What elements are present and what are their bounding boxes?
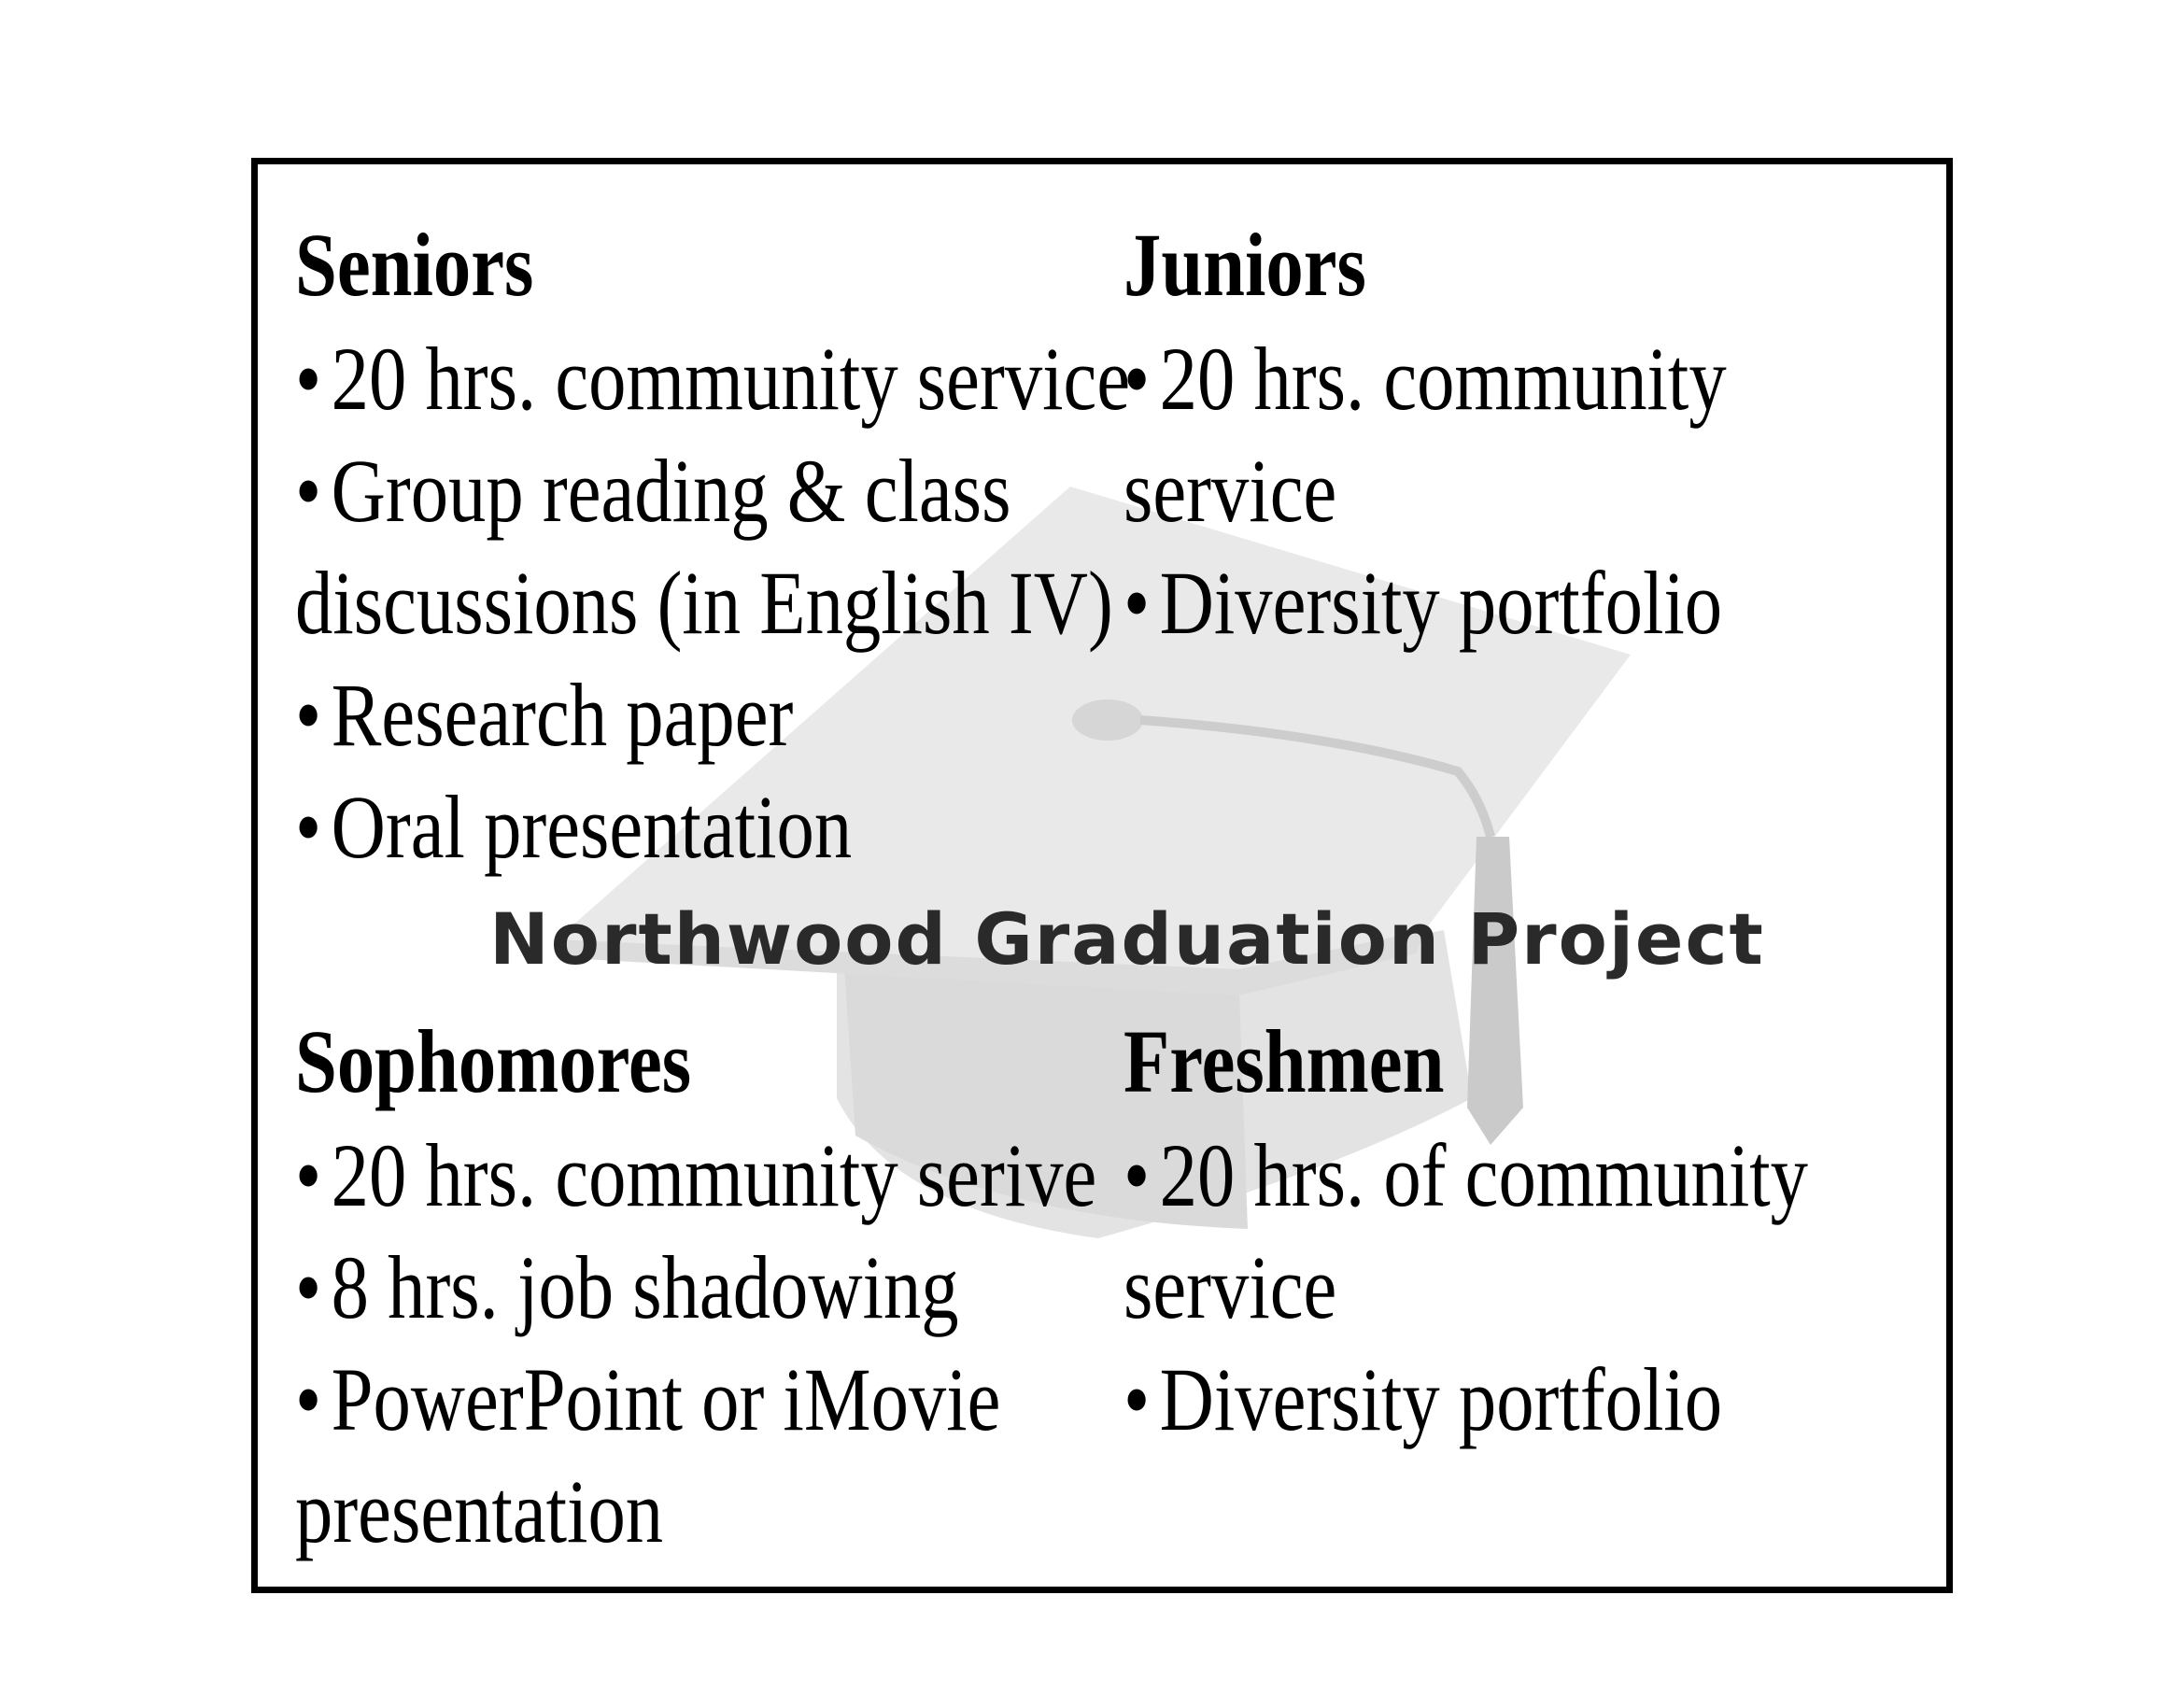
list-item bbox=[295, 659, 1130, 771]
bullet: • bbox=[1123, 1125, 1151, 1225]
list-item bbox=[1123, 1120, 1808, 1232]
list-item bbox=[295, 771, 1130, 883]
list-item bbox=[1123, 547, 1727, 659]
bullet: • bbox=[1123, 553, 1151, 653]
seniors-heading: Seniors bbox=[295, 215, 534, 315]
freshmen-heading: Freshmen bbox=[1123, 1011, 1445, 1111]
item-text: Group reading & class bbox=[331, 441, 1011, 541]
juniors-heading: Juniors bbox=[1123, 215, 1366, 315]
item-text: 20 hrs. community service bbox=[331, 329, 1131, 429]
list-item-continuation bbox=[1123, 435, 1727, 547]
list-item bbox=[295, 435, 1130, 547]
list-item-continuation bbox=[1123, 1232, 1808, 1344]
bullet: • bbox=[295, 441, 322, 541]
bullet: • bbox=[1123, 1349, 1151, 1449]
bullet: • bbox=[295, 1349, 322, 1449]
item-text: Oral presentation bbox=[331, 777, 853, 877]
bullet: • bbox=[295, 777, 322, 877]
item-text: service bbox=[1123, 441, 1337, 541]
item-text: PowerPoint or iMovie bbox=[331, 1349, 1001, 1449]
item-text: 8 hrs. job shadowing bbox=[331, 1237, 959, 1337]
seniors-section bbox=[295, 213, 1130, 883]
list-item-continuation bbox=[295, 547, 1130, 659]
list-item bbox=[295, 1344, 1096, 1456]
item-text: 20 hrs. of community bbox=[1159, 1125, 1808, 1225]
item-text: service bbox=[1123, 1237, 1337, 1337]
list-item-continuation bbox=[295, 1456, 1096, 1568]
item-text: Diversity portfolio bbox=[1159, 1349, 1723, 1449]
bullet: • bbox=[295, 665, 322, 765]
list-item bbox=[295, 1120, 1096, 1232]
item-text: presentation bbox=[295, 1461, 664, 1561]
project-title: Northwood Graduation Project bbox=[489, 897, 1765, 981]
item-text: 20 hrs. community serive bbox=[331, 1125, 1097, 1225]
list-item bbox=[1123, 1344, 1808, 1456]
sophomores-heading: Sophomores bbox=[295, 1011, 692, 1111]
list-item bbox=[295, 1232, 1096, 1344]
item-text: 20 hrs. community bbox=[1159, 329, 1727, 429]
freshmen-section bbox=[1123, 1009, 1808, 1456]
bullet: • bbox=[295, 329, 322, 429]
juniors-section bbox=[1123, 213, 1727, 659]
bullet: • bbox=[1123, 329, 1151, 429]
bullet: • bbox=[295, 1125, 322, 1225]
list-item bbox=[1123, 323, 1727, 435]
item-text: discussions (in English IV) bbox=[295, 553, 1113, 653]
item-text: Diversity portfolio bbox=[1159, 553, 1723, 653]
list-item bbox=[295, 323, 1130, 435]
item-text: Research paper bbox=[331, 665, 794, 765]
project-box bbox=[251, 158, 1953, 1593]
sophomores-section bbox=[295, 1009, 1096, 1568]
bullet: • bbox=[295, 1237, 322, 1337]
